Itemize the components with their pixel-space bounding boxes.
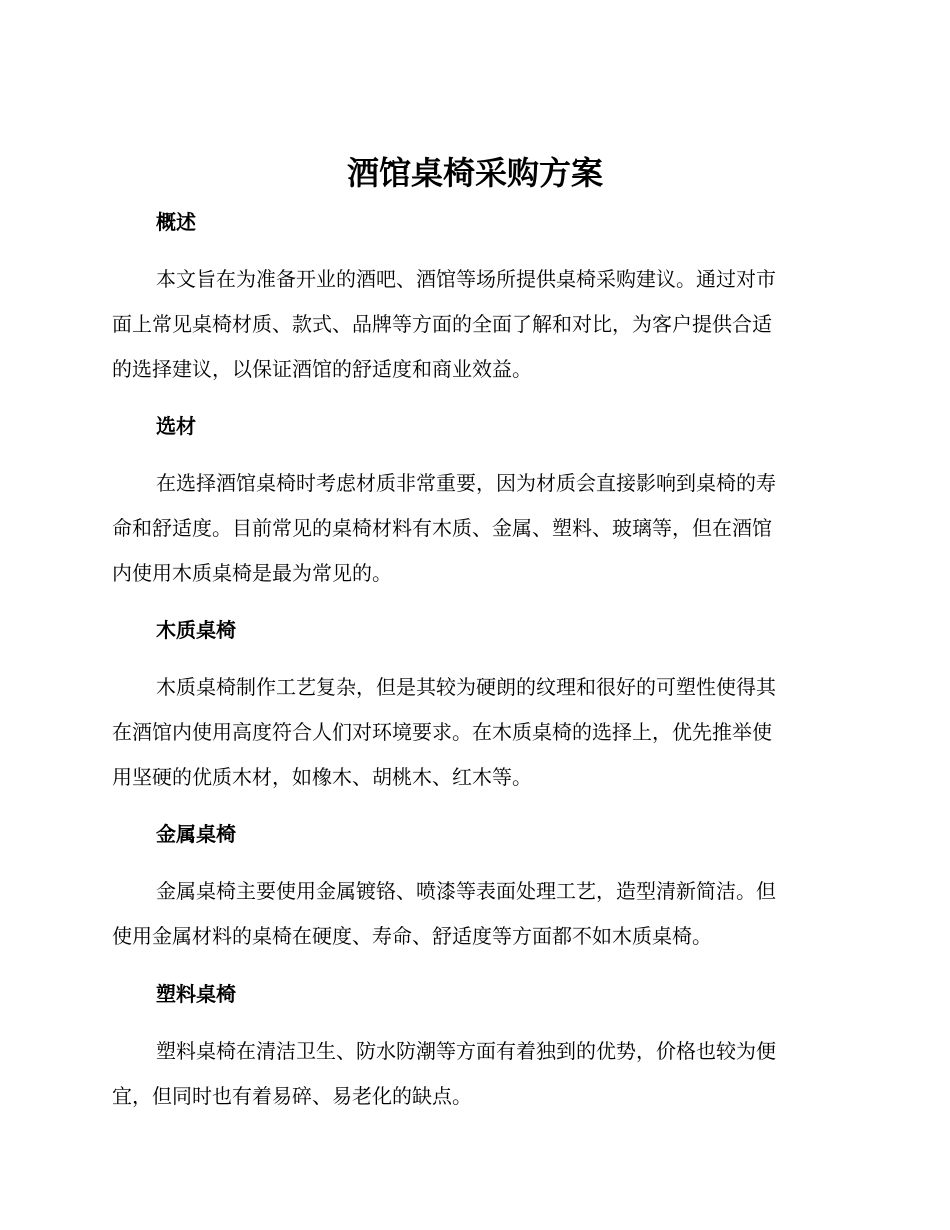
paragraph-line: 宜，但同时也有着易碎、易老化的缺点。	[112, 1084, 472, 1108]
section-heading-plastic: 塑料桌椅	[156, 982, 236, 1006]
paragraph-line: 面上常见桌椅材质、款式、品牌等方面的全面了解和对比，为客户提供合适	[112, 312, 772, 336]
paragraph-line: 使用金属材料的桌椅在硬度、寿命、舒适度等方面都不如木质桌椅。	[112, 924, 712, 948]
paragraph-line: 木质桌椅制作工艺复杂，但是其较为硬朗的纹理和很好的可塑性使得其	[156, 675, 776, 699]
paragraph-line: 本文旨在为准备开业的酒吧、酒馆等场所提供桌椅采购建议。通过对市	[156, 267, 776, 291]
section-heading-materials: 选材	[156, 414, 196, 438]
paragraph-line: 金属桌椅主要使用金属镀铬、喷漆等表面处理工艺，造型清新简洁。但	[156, 879, 776, 903]
paragraph-line: 的选择建议，以保证酒馆的舒适度和商业效益。	[112, 357, 532, 381]
section-heading-metal: 金属桌椅	[156, 822, 236, 846]
section-heading-overview: 概述	[156, 210, 196, 234]
paragraph-line: 在选择酒馆桌椅时考虑材质非常重要，因为材质会直接影响到桌椅的寿	[156, 471, 776, 495]
paragraph-line: 用坚硬的优质木材，如橡木、胡桃木、红木等。	[112, 765, 532, 789]
paragraph-line: 在酒馆内使用高度符合人们对环境要求。在木质桌椅的选择上，优先推举使	[112, 720, 772, 744]
section-heading-wooden: 木质桌椅	[156, 618, 236, 642]
document-title: 酒馆桌椅采购方案	[346, 154, 603, 192]
paragraph-line: 塑料桌椅在清洁卫生、防水防潮等方面有着独到的优势，价格也较为便	[156, 1039, 776, 1063]
paragraph-line: 内使用木质桌椅是最为常见的。	[112, 561, 392, 585]
paragraph-line: 命和舒适度。目前常见的桌椅材料有木质、金属、塑料、玻璃等，但在酒馆	[112, 516, 772, 540]
